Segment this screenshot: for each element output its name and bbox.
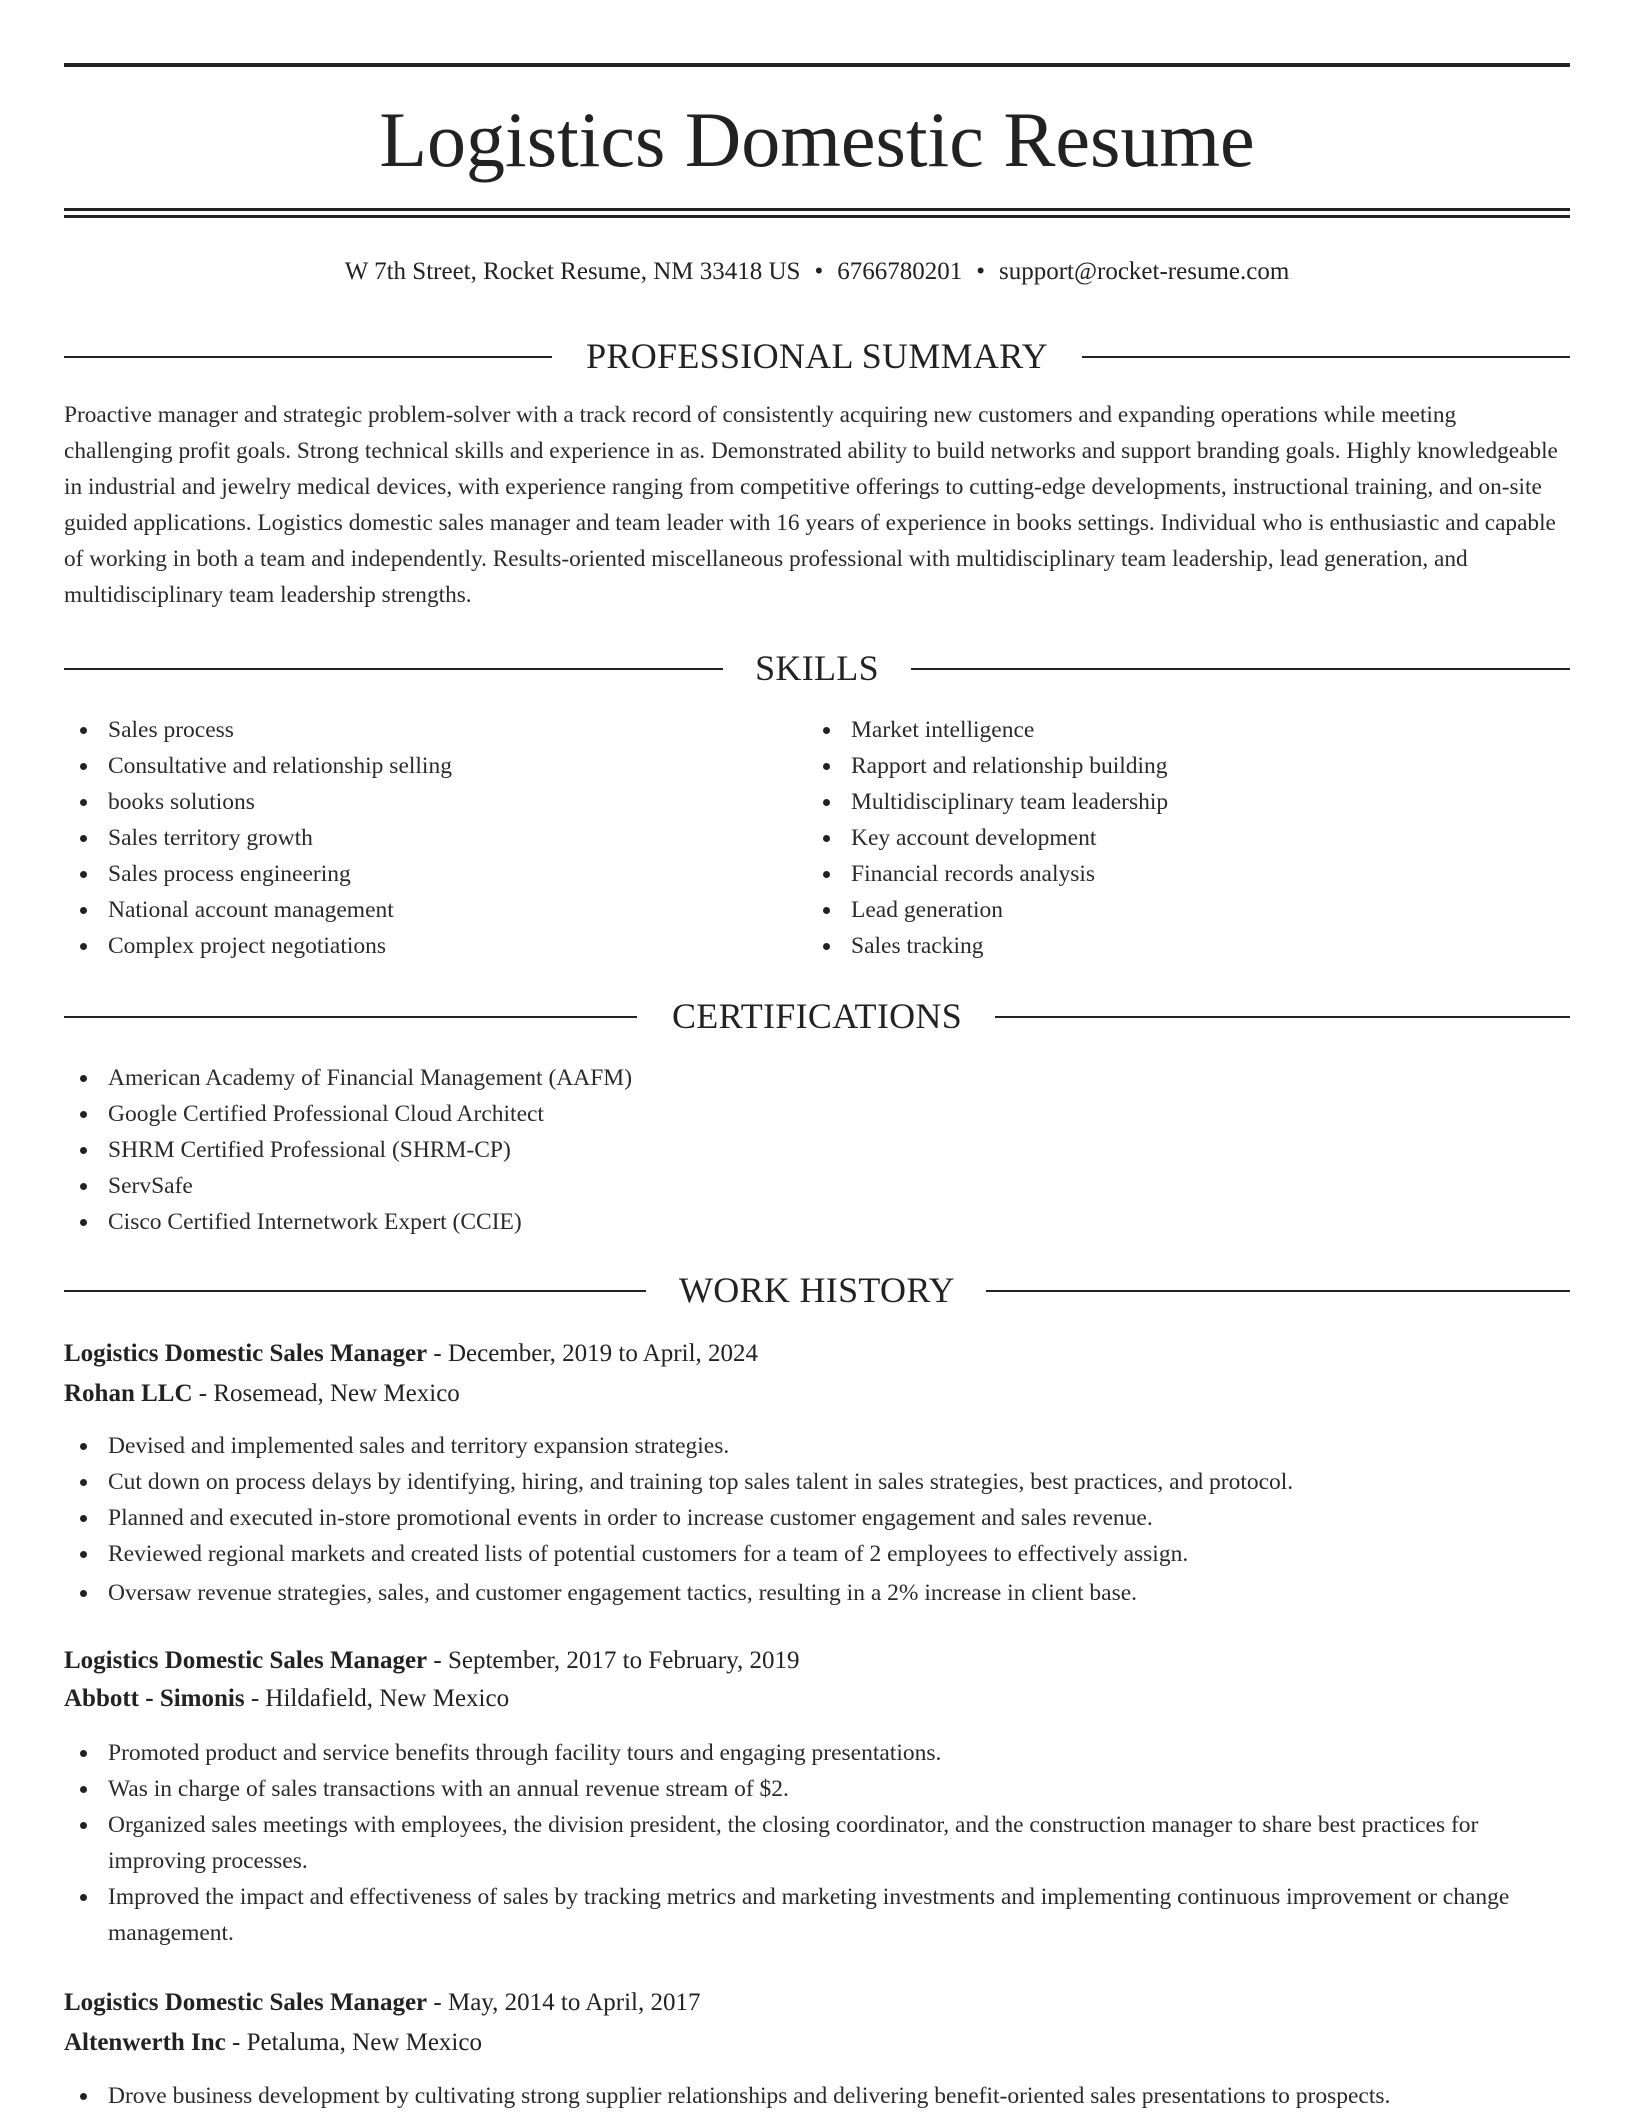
skill-item: Market intelligence [807,712,1567,748]
job-bullet: Was in charge of sales transactions with an annual revenue stream of $2. [64,1771,1570,1807]
job-title: Logistics Domestic Sales Manager [64,1340,428,1367]
job-bullet: Improved the impact and effectiveness of sales by tracking metrics and marketing investments and implementing continuous improvement or change management. [64,1879,1570,1951]
contact-line [64,252,1570,292]
summary-paragraph: Proactive manager and strategic problem-solver with a track record of consistently acquiring new customers and expanding operations while meeting challenging profit goals. Strong technical skills and experience in as. Demonstrated ability to build networks and support branding goals. Highly knowledgeable in industrial and jewelry medical devices, with experience ranging from competitive offerings to cutting-edge developments, instructional training, and on-site guided applications. Logistics domestic sales manager and team leader with 16 years of experience in books settings. Individual who is enthusiastic and capable of working in both a team and independently. Results-oriented miscellaneous professional with multidisciplinary team leadership, lead generation, and multidisciplinary team leadership strengths. [64,402,1558,608]
section-title-certifications: CERTIFICATIONS [671,996,963,1036]
skill-item: books solutions [64,784,804,820]
skill-item: Lead generation [807,892,1567,928]
skill-item: Sales process [64,712,804,748]
job-bullets [64,1735,1570,1951]
contact-email: support@rocket-resume.com [998,258,1290,285]
certification-item: American Academy of Financial Management (AAFM) [64,1060,1570,1096]
skill-item: Rapport and relationship building [807,748,1567,784]
section-title-summary: PROFESSIONAL SUMMARY [586,336,1048,376]
job-title-line [64,1983,1570,2023]
job-title-line [64,1334,1570,1374]
job-company-line [64,2023,1570,2063]
job-bullet: Cut down on process delays by identifying, hiring, and training top sales talent in sales strategies, best practices, and protocol. [64,1464,1570,1500]
skill-item: Multidisciplinary team leadership [807,784,1567,820]
certification-item: ServSafe [64,1168,1570,1204]
contact-address: W 7th Street, Rocket Resume, NM 33418 US [344,258,801,285]
job-location: - Hildafield, New Mexico [244,1685,510,1712]
job-bullet: Reviewed regional markets and created lists of potential customers for a team of 2 employees to effectively assign. [64,1536,1570,1572]
section-header-certifications [64,994,1570,1038]
job-bullet: Oversaw revenue strategies, sales, and customer engagement tactics, resulting in a 2% increase in client base. [64,1575,1570,1611]
contact-separator: • [814,258,824,285]
skill-item: Sales process engineering [64,856,804,892]
job-title: Logistics Domestic Sales Manager [64,1989,428,2016]
job-bullet: Promoted product and service benefits through facility tours and engaging presentations. [64,1735,1570,1771]
job-title-line [64,1641,1570,1681]
skills-list-left [64,712,804,964]
skill-item: Sales territory growth [64,820,804,856]
job-bullets [64,1428,1570,1611]
section-title-skills: SKILLS [755,648,879,688]
title-double-rule-lower [64,215,1570,218]
top-rule [64,63,1570,67]
job-bullet: Drove business development by cultivating strong supplier relationships and delivering benefit-oriented sales presentations to prospects. [64,2078,1570,2114]
certifications-list [64,1060,1570,1240]
job-bullets [64,2078,1570,2114]
certification-item: SHRM Certified Professional (SHRM-CP) [64,1132,1570,1168]
job-bullet: Devised and implemented sales and territory expansion strategies. [64,1428,1570,1464]
job-title: Logistics Domestic Sales Manager [64,1647,428,1674]
section-header-skills [64,646,1570,690]
contact-phone: 6766780201 [837,258,963,285]
skill-item: Financial records analysis [807,856,1567,892]
section-title-work: WORK HISTORY [679,1270,955,1310]
certification-item: Google Certified Professional Cloud Architect [64,1096,1570,1132]
section-header-summary [64,334,1570,378]
skills-list-right [807,712,1567,964]
job-bullet: Organized sales meetings with employees, the division president, the closing coordinator, and the construction manager to share best practices for improving processes. [64,1807,1570,1879]
job-company-line [64,1374,1570,1414]
job-bullet: Planned and executed in-store promotional events in order to increase customer engagement and sales revenue. [64,1500,1570,1536]
section-header-work [64,1268,1570,1312]
skill-item: Consultative and relationship selling [64,748,804,784]
job-dates: - May, 2014 to April, 2017 [427,1989,701,2016]
resume-title: Logistics Domestic Resume [379,96,1255,183]
job-dates: - September, 2017 to February, 2019 [427,1647,800,1674]
certification-item: Cisco Certified Internetwork Expert (CCIE) [64,1204,1570,1240]
skill-item: National account management [64,892,804,928]
job-company-line [64,1679,1570,1719]
title-double-rule-upper [64,208,1570,211]
skill-item: Complex project negotiations [64,928,804,964]
job-company: Rohan LLC [64,1380,193,1407]
job-location: - Rosemead, New Mexico [192,1380,460,1407]
job-company: Abbott - Simonis [64,1685,245,1712]
job-company: Altenwerth Inc [64,2029,226,2056]
skill-item: Sales tracking [807,928,1567,964]
job-location: - Petaluma, New Mexico [225,2029,482,2056]
contact-separator: • [976,258,985,285]
skill-item: Key account development [807,820,1567,856]
job-dates: - December, 2019 to April, 2024 [427,1340,759,1367]
